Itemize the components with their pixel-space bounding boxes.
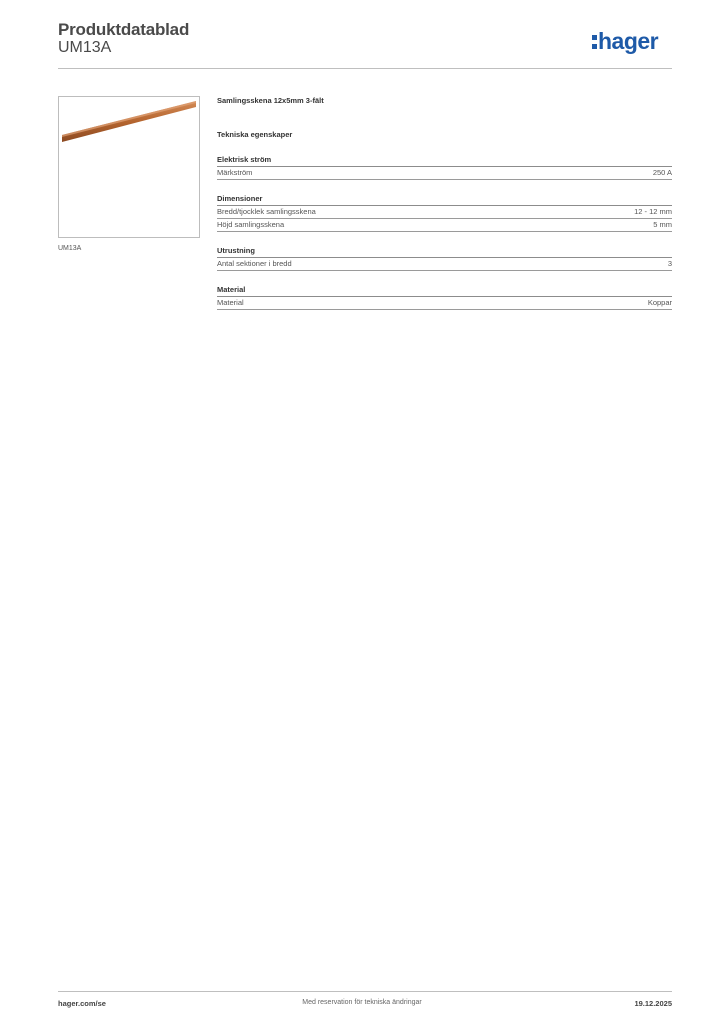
hager-logo (592, 28, 658, 55)
section-title: Material (217, 285, 672, 297)
spec-label: Märkström (217, 168, 253, 177)
spec-section-equipment (217, 246, 672, 271)
spec-row (217, 297, 672, 310)
spec-section-electrical (217, 155, 672, 180)
spec-value: 3 (667, 259, 672, 268)
product-image-frame (58, 96, 200, 238)
footer-date: 19.12.2025 (634, 999, 672, 1008)
spec-value: 12 - 12 mm (634, 207, 672, 216)
footer-divider (58, 991, 672, 992)
spec-section-material (217, 285, 672, 310)
logo-text: hager (598, 28, 659, 54)
section-title: Utrustning (217, 246, 672, 258)
spec-row (217, 206, 672, 219)
spec-section-dimensions (217, 194, 672, 232)
spec-label: Antal sektioner i bredd (217, 259, 292, 268)
spec-value: 5 mm (653, 220, 672, 229)
spec-label: Bredd/tjocklek samlingsskena (217, 207, 316, 216)
image-caption: UM13A (58, 245, 82, 252)
spec-row (217, 258, 672, 271)
product-name: Samlingsskena 12x5mm 3-fält (217, 96, 324, 105)
header-divider (58, 68, 672, 69)
spec-value: Koppar (647, 298, 672, 307)
product-code: UM13A (58, 39, 112, 56)
page-title: Produktdatablad (58, 20, 190, 39)
specs-panel (217, 95, 672, 310)
specs-heading: Tekniska egenskaper (217, 130, 293, 139)
footer-disclaimer: Med reservation för tekniska ändringar (302, 999, 422, 1006)
spec-label: Höjd samlingsskena (217, 220, 285, 229)
section-title: Dimensioner (217, 194, 672, 206)
logo-dots-icon (592, 35, 597, 49)
spec-row (217, 219, 672, 232)
footer-website-link[interactable]: hager.com/se (58, 999, 106, 1008)
spec-row (217, 167, 672, 180)
copper-busbar-image (59, 97, 199, 237)
spec-label: Material (217, 298, 244, 307)
spec-value: 250 A (652, 168, 672, 177)
section-title: Elektrisk ström (217, 155, 672, 167)
